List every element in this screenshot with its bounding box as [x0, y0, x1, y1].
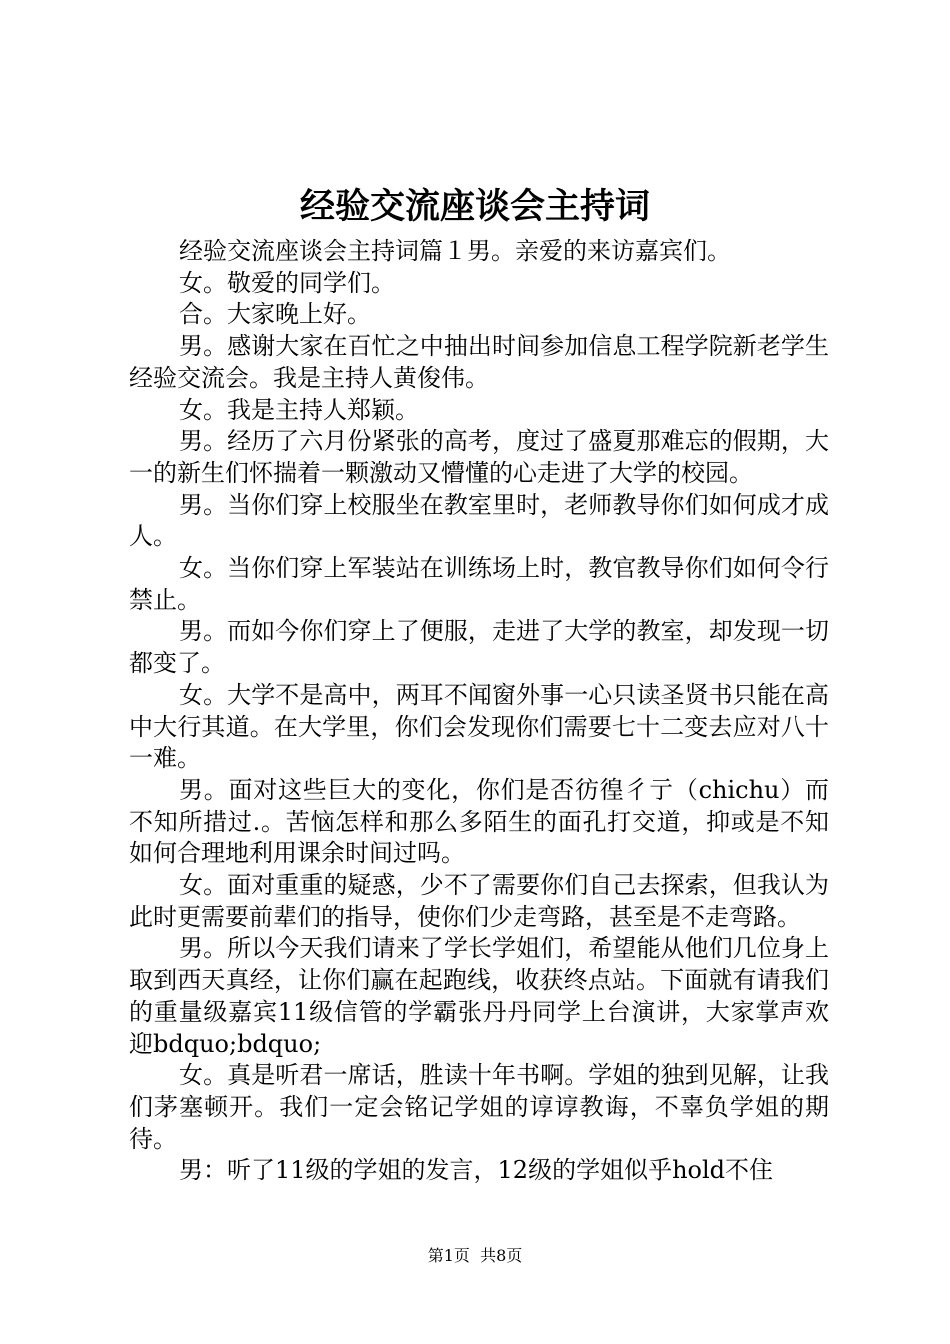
paragraph: 合。大家晚上好。 — [179, 300, 371, 329]
paragraph: 女。敬爱的同学们。 — [179, 268, 395, 297]
paragraph: 男。而如今你们穿上了便服，走进了大学的教室，却发现一切都变了。 — [129, 617, 829, 678]
paragraph: 男。当你们穿上校服坐在教室里时，老师教导你们如何成才成人。 — [129, 490, 829, 551]
paragraph: 女。大学不是高中，两耳不闻窗外事一心只读圣贤书只能在高中大行其道。在大学里，你们会发现你们需要七十二变去应对八十一难。 — [129, 680, 829, 773]
paragraph: 男。经历了六月份紧张的高考，度过了盛夏那难忘的假期，大一的新生们怀揣着一颗激动又懵懂的心走进了大学的校园。 — [129, 427, 829, 487]
paragraph: 男。所以今天我们请来了学长学姐们，希望能从他们几位身上取到西天真经，让你们赢在起跑线，收获终点站。下面就有请我们的重量级嘉宾11级信管的学霸张丹丹同学上台演讲，大家掌声欢迎bdquo;bdquo; — [129, 934, 829, 1058]
paragraph: 男：听了11级的学姐的发言，12级的学姐似乎hold不住 — [179, 1156, 774, 1185]
paragraph: 男。感谢大家在百忙之中抽出时间参加信息工程学院新老学生经验交流会。我是主持人黄俊伟。 — [129, 332, 829, 392]
paragraph: 男。面对这些巨大的变化，你们是否彷徨彳亍（chichu）而不知所措过.。苦恼怎样和那么多陌生的面孔打交道，抑或是不知如何合理地利用课余时间过吗。 — [129, 775, 829, 868]
paragraph: 经验交流座谈会主持词篇１男。亲爱的来访嘉宾们。 — [179, 237, 731, 265]
paragraph: 女。面对重重的疑惑，少不了需要你们自己去探索，但我认为此时更需要前辈们的指导，使你们少走弯路，甚至是不走弯路。 — [129, 871, 829, 931]
page-total: 共8页 — [480, 1246, 523, 1265]
document-body — [129, 236, 829, 1187]
paragraph: 女。我是主持人郑颖。 — [179, 395, 419, 424]
page-footer — [0, 1244, 950, 1268]
document-title: 经验交流座谈会主持词 — [299, 186, 650, 227]
paragraph: 女。真是听君一席话，胜读十年书啊。学姐的独到见解，让我们茅塞顿开。我们一定会铭记学姐的谆谆教诲，不辜负学姐的期待。 — [129, 1061, 829, 1153]
page-number: 第1页 — [427, 1246, 470, 1265]
paragraph: 女。当你们穿上军装站在训练场上时，教官教导你们如何令行禁止。 — [129, 554, 829, 614]
